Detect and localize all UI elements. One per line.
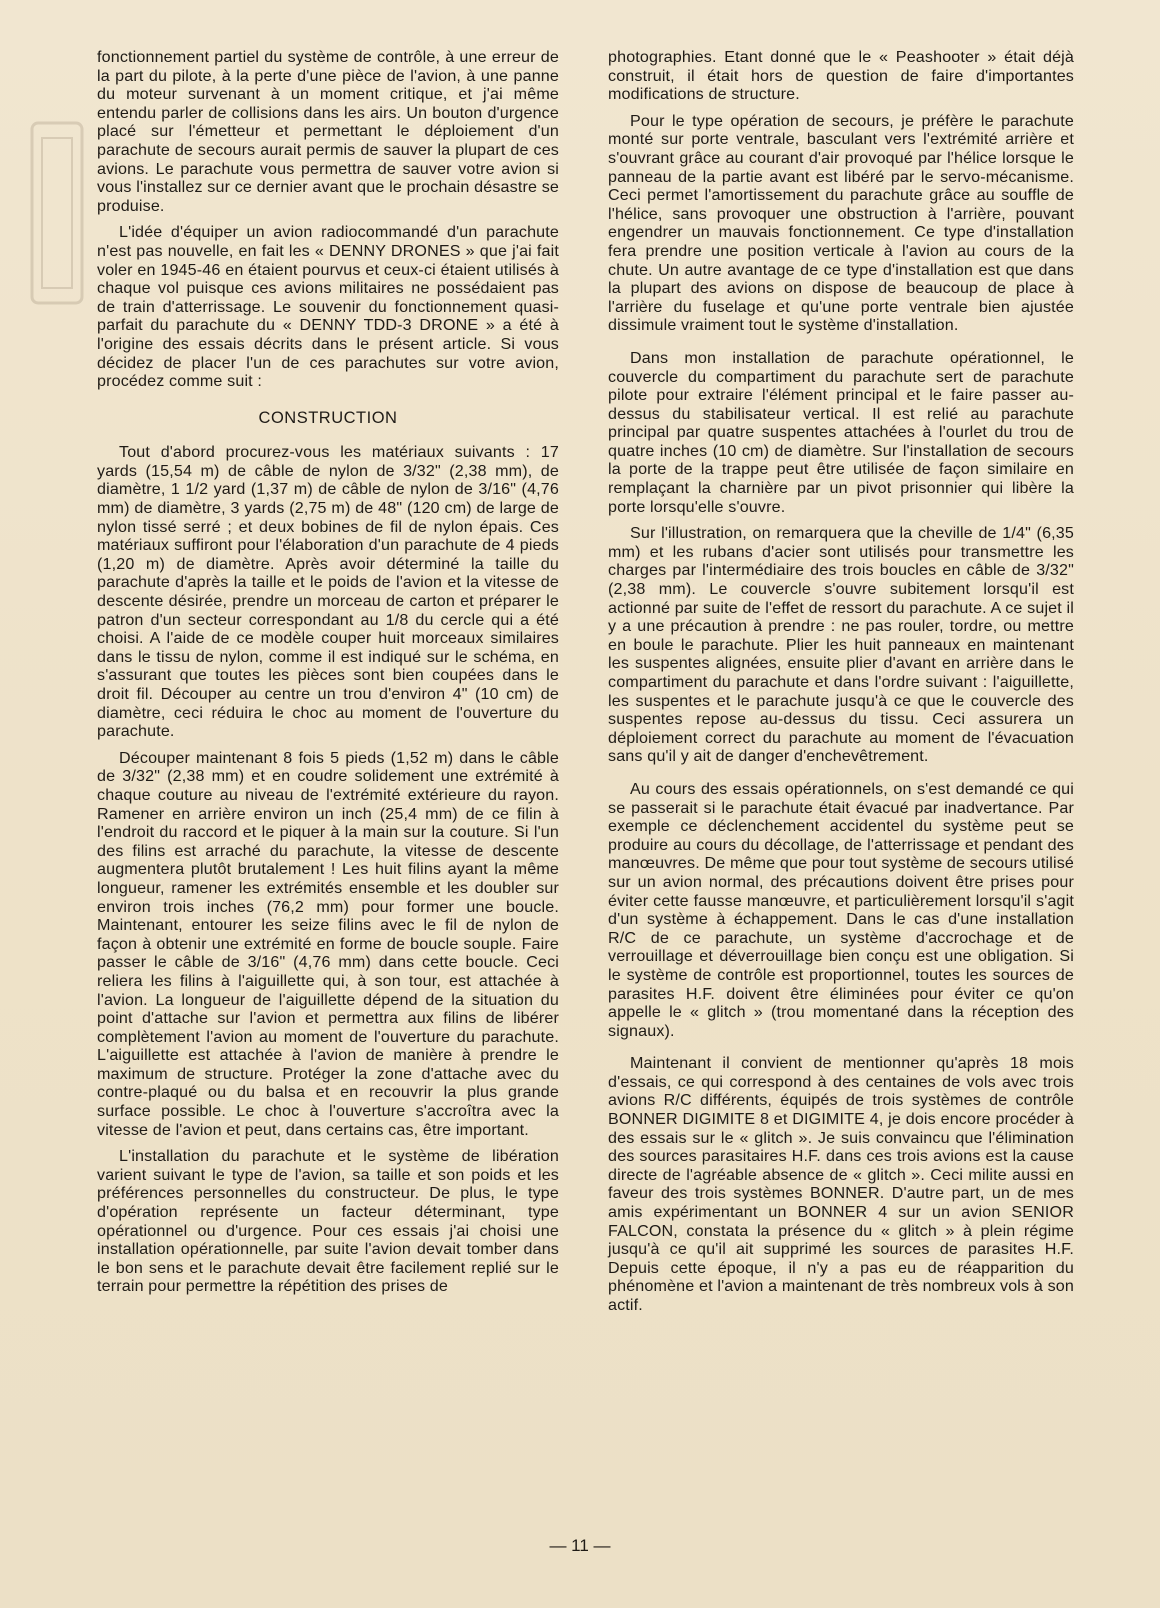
body-paragraph: Au cours des essais opérationnels, on s'est demandé ce qui se passerait si le parachute était évacué par inadvertance. Par exemple ce déclenchement accidentel du système peut se produire au cours du décollage, de l'atterrissage et pendant des manœuvres. De même que pour tout système de secours utilisé sur un avion normal, des précautions doivent être prises pour éviter cette fausse manœuvre, et particulièrement lorsqu'il s'agit d'un système à échappement. Dans le cas d'une installation R/C de ce parachute, un système d'accrochage et de verrouillage et déverrouillage bien conçu est une obligation. Si le système de contrôle est proportionnel, toutes les sources de parasites H.F. doivent être éliminées pour éviter ce qu'on appelle le « glitch » (trou momentané dans la réception des signaux).: [608, 779, 1074, 1040]
body-paragraph: Dans mon installation de parachute opérationnel, le couvercle du compartiment du parachute sert de parachute pilote pour extraire l'élément principal et le faire passer au-dessus du stabilisateur vertical. Il est relié au parachute principal par quatre suspentes attachées à l'ourlet du trou de quatre inches (10 cm) de diamètre. Sur l'installation de secours la porte de la trappe peut être utilisée de façon similaire en remplaçant la charnière par un pivot prisonnier qui libère la porte lorsqu'elle s'ouvre.: [608, 348, 1074, 516]
body-paragraph: fonctionnement partiel du système de contrôle, à une erreur de la part du pilote, à la perte d'une pièce de l'avion, à une panne du moteur survenant à un moment critique, et j'ai même entendu parler de collisions dans les airs. Un bouton d'urgence placé sur l'émetteur et permettant le déploiement d'un parachute de secours aurait permis de sauver la plupart de ces avions. Le parachute vous permettra de sauver votre avion si vous l'installez sur ce dernier avant que le prochain désastre se produise.: [97, 48, 559, 215]
right-column: [608, 48, 1074, 1323]
body-paragraph: Pour le type opération de secours, je préfère le parachute monté sur porte ventrale, basculant vers l'extrémité arrière et s'ouvrant grâce au courant d'air provoqué par l'hélice lorsque le panneau de la partie avant est libéré par le servo-mécanisme. Ceci permet l'amortissement du parachute grâce au souffle de l'hélice, sans provoquer une obstruction à l'arrière, pouvant engendrer un mauvais fonctionnement. Ce type d'installation fera prendre une position verticale à l'avion au cours de la chute. Un autre avantage de ce type d'installation est que dans la plupart des avions on dispose de beaucoup de place à l'arrière du fuselage et qu'une porte ventrale bien ajustée dissimule vraiment tout le système d'installation.: [608, 111, 1074, 335]
library-stamp-watermark: [22, 118, 92, 308]
body-paragraph: L'idée d'équiper un avion radiocommandé d'un parachute n'est pas nouvelle, en fait les « DENNY DRONES » que j'ai fait voler en 1945-46 en étaient pourvus et ceux-ci étaient utilisés à chaque vol puisque ces avions militaires ne possédaient pas de train d'atterrissage. Le souvenir du fonctionnement quasi-parfait du parachute du « DENNY TDD-3 DRONE » a été à l'origine des essais décrits dans le présent article. Si vous décidez de placer l'un de ces parachutes sur votre avion, procédez comme suit :: [97, 223, 559, 391]
section-heading: CONSTRUCTION: [258, 408, 398, 427]
body-paragraph: Sur l'illustration, on remarquera que la cheville de 1/4" (6,35 mm) et les rubans d'acier sont utilisés pour transmettre les charges par l'intermédiaire des trois boucles en câble de 3/32" (2,38 mm). Le couvercle s'ouvre subitement lorsqu'il est actionné par suite de l'effet de ressort du parachute. A ce sujet il y a une précaution à prendre : ne pas rouler, tordre, ou mettre en boule le parachute. Plier les huit panneaux en maintenant les suspentes alignées, ensuite plier d'avant en arrière dans le compartiment du parachute et dans l'ordre suivant : l'aiguillette, les suspentes et le parachute jusqu'à ce que le couvercle des suspentes repose au-dessus du tissu. Ceci assurera un déploiement correct du parachute au moment de l'évacuation sans qu'il y ait de danger d'enchevêtrement.: [608, 524, 1074, 766]
body-paragraph: photographies. Etant donné que le « Peashooter » était déjà construit, il était hors de question de faire d'importantes modifications de structure.: [608, 48, 1074, 104]
page-number: — 11 —: [549, 1536, 611, 1555]
body-paragraph: Maintenant il convient de mentionner qu'après 18 mois d'essais, ce qui correspond à des centaines de vols avec trois avions R/C différents, équipés de trois systèmes de contrôle BONNER DIGIMITE 8 et DIGIMITE 4, je dois encore procéder à des essais sur le « glitch ». Je suis convaincu que l'élimination des sources parasitaires H.F. dans ces trois avions est la cause directe de l'agréable absence de « glitch ». Ceci milite aussi en faveur des trois systèmes BONNER. D'autre part, un de mes amis expérimentant un BONNER 4 sur un avion SENIOR FALCON, constata la présence du « glitch » à plein régime jusqu'à ce qu'il ait supprimé les sources de parasites H.F. Depuis cette époque, il n'y a pas eu de réapparition du phénomène et l'avion a maintenant de très nombreux vols à son actif.: [608, 1054, 1074, 1314]
left-column: [97, 48, 559, 1304]
body-paragraph: Tout d'abord procurez-vous les matériaux suivants : 17 yards (15,54 m) de câble de nylon de 3/32" (2,38 mm), de diamètre, 1 1/2 yard (1,37 m) de câble de nylon de 3/16" (4,76 mm) de diamètre, 3 yards (2,75 m) de 48" (120 cm) de large de nylon tissé serré ; et deux bobines de fil de nylon épais. Ces matériaux suffiront pour l'élaboration d'un parachute de 4 pieds (1,20 m) de diamètre. Après avoir déterminé la taille du parachute d'après la taille et le poids de l'avion et la vitesse de descente désirée, prendre un morceau de carton et préparer le patron d'un secteur correspondant au 1/8 du cercle qui a été choisi. A l'aide de ce modèle couper huit morceaux similaires dans le tissu de nylon, comme il est indiqué sur le schéma, en s'assurant que toutes les pièces sont bien coupées dans le droit fil. Découper au centre un trou d'environ 4" (10 cm) de diamètre, ceci réduira le choc au moment de l'ouverture du parachute.: [97, 443, 559, 741]
body-paragraph: Découper maintenant 8 fois 5 pieds (1,52 m) dans le câble de 3/32" (2,38 mm) et en coudre solidement une extrémité à chaque couture au niveau de l'extrémité extérieure du rayon. Ramener en arrière environ un inch (25,4 mm) de ce filin à l'endroit du raccord et le piquer à la main sur la couture. Si l'un des filins est arraché du parachute, la vitesse de descente augmentera plutôt brutalement ! Les huit filins ayant la même longueur, ramener les extrémités ensemble et les doubler sur environ trois inches (76,2 mm) pour former une boucle. Maintenant, entourer les seize filins avec le fil de nylon de façon à obtenir une extrémité en forme de boucle souple. Faire passer le câble de 3/16" (4,76 mm) dans cette boucle. Ceci reliera les filins à l'aiguillette qui, à son tour, est attachée à l'avion. La longueur de l'aiguillette dépend de la situation du point d'attache sur l'avion et permettra aux filins de libérer complètement l'avion au moment de l'ouverture du parachute. L'aiguillette est attachée à l'avion de manière à prendre le maximum de structure. Protéger la zone d'attache avec du contre-plaqué ou du balsa et en recouvrir la plus grande surface possible. Le choc à l'ouverture s'accroîtra avec la vitesse de l'avion et peut, dans certains cas, être important.: [97, 748, 559, 1139]
body-paragraph: L'installation du parachute et le système de libération varient suivant le type de l'avion, sa taille et son poids et les préférences personnelles du constructeur. De plus, le type d'opération représente un facteur déterminant, type opérationnel ou d'urgence. Pour ces essais j'ai choisi une installation opérationnelle, par suite l'avion devait tomber dans le bon sens et le parachute devait être facilement replié sur le terrain pour permettre la répétition des prises de: [97, 1147, 559, 1296]
